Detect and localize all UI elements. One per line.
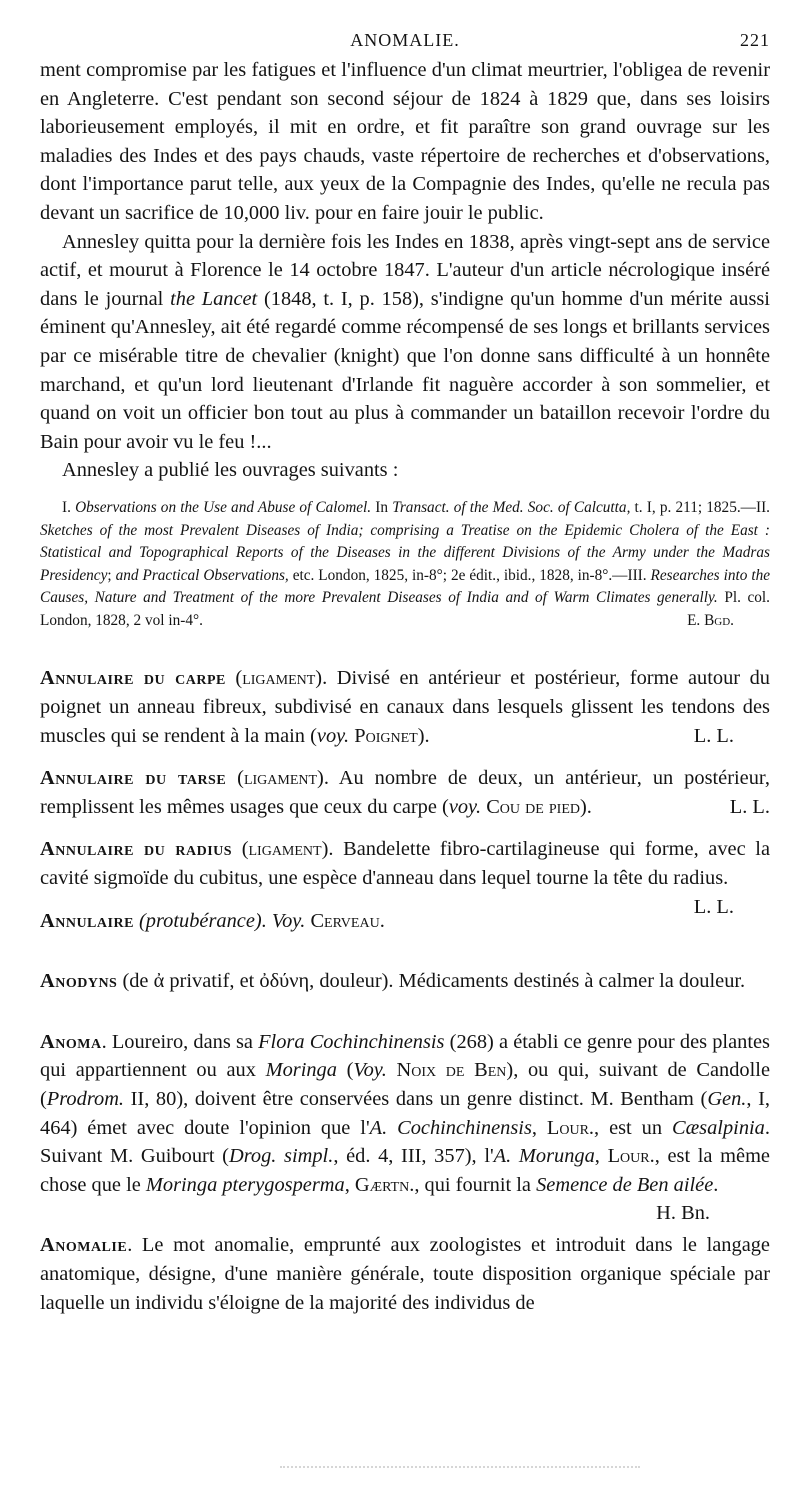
anoma-t7: , xyxy=(531,1116,547,1139)
headword-anomalie: Anomalie xyxy=(40,1234,128,1257)
anoma-t10: , éd. 4, III, 357), l' xyxy=(333,1145,494,1168)
signature-radius: L. L. xyxy=(693,895,734,918)
label-tarse: (ligament). xyxy=(237,767,329,790)
voy-protuberance: Voy. xyxy=(271,909,306,932)
intro-p2-text-b: (1848, t. I, p. 158), s'indigne qu'un homme d'un mérite aussi éminent qu'Annesley, ait été regardé comme récompensé de ses longs et brillants services par ce misérable titre de chevalier (knight) que l'on donne sans difficulté à un honnête marchand, et qu'un lord lieutenant d'Irlande fit naguère accorder à son sommelier, et quand on voit un officier bon tout au plus à commander un bataillon recevoir l'ordre du Bain pour avoir vu le feu !... xyxy=(40,287,770,453)
biblio-rest-1: t. I, p. 211; 1825.—II. xyxy=(630,498,770,516)
bibliography xyxy=(40,497,770,633)
anoma-amorunga: A. Morunga xyxy=(493,1145,595,1168)
anoma-t3: ( xyxy=(336,1059,354,1082)
ref-carpe: Poignet xyxy=(349,724,418,747)
anoma-caesalpinia: Cæsalpinia xyxy=(671,1116,765,1139)
headword-anoma: Anoma xyxy=(40,1030,102,1053)
anoma-moringa: Moringa xyxy=(265,1059,337,1082)
intro-paragraph-1: ment compromise par les fatigues et l'influence d'un climat meurtrier, l'obligea de revenir en Angleterre. C'est pendant son second séjour de 1824 à 1829 que, dans ses loisirs laborieusement employés, il mit en ordre, et fit paraître son grand ouvrage sur les maladies des Indes et des pays chauds, vaste répertoire de recherches et d'observations, dont l'importance parut telle, aux yeux de la Compagnie des Indes, qu'elle ne recula pas devant un sacrifice de 10,000 liv. pour en faire jouir le public. xyxy=(40,59,770,224)
anoma-gen: Gen. xyxy=(707,1088,747,1110)
label-radius: (ligament). xyxy=(241,838,334,861)
scan-artifact-dots xyxy=(280,1466,640,1472)
label-carpe: (ligament). xyxy=(235,667,328,690)
headword-tarse: Annulaire du tarse xyxy=(40,767,227,790)
signature-tarse: L. L. xyxy=(729,795,770,818)
biblio-rest-2: etc. London, 1825, in-8°; 2e édit., ibid., 1828, in-8°.—III. xyxy=(288,566,651,584)
text-radius: Bandelette fibro-cartilagineuse qui forme, avec la cavité sigmoïde du cubitus, une espèce d'anneau dans lequel tourne la tête du radius. xyxy=(40,838,770,890)
biblio-number: I. xyxy=(62,498,76,516)
voy-tarse: voy. xyxy=(448,795,482,818)
anoma-t8: , est un xyxy=(594,1116,672,1139)
close-carpe: ). xyxy=(417,724,430,747)
text-anodyns: (de ἀ privatif, et ὀδύνη, douleur). Médicaments destinés à calmer la douleur. xyxy=(117,970,746,993)
anoma-semence: Semence de Ben ailée xyxy=(536,1173,714,1196)
ref-protuberance: Cerveau. xyxy=(310,909,385,932)
headword-anodyns: Anodyns xyxy=(40,970,118,993)
biblio-title-2b: and Practical Observations, xyxy=(115,566,289,584)
ref-tarse: Cou de pied xyxy=(481,795,580,818)
biblio-sep-1: In xyxy=(371,498,393,516)
anoma-mptery: Moringa pterygosperma xyxy=(145,1173,345,1196)
anoma-acochin: A. Cochinchinensis xyxy=(369,1116,532,1139)
anoma-t14: , qui fournit la xyxy=(414,1173,537,1196)
journal-title: the Lancet xyxy=(170,287,258,310)
anoma-t12: , est la même chose que le xyxy=(40,1145,770,1196)
biblio-rest-3: Pl. col. London, 1828, 2 vol in-4°. xyxy=(40,589,770,629)
entry-anodyns xyxy=(40,967,770,996)
text-anomalie: . Le mot anomalie, emprunté aux zoologistes et introduit dans le langage anatomique, désigne, d'une manière générale, toute disposition organique spéciale par laquelle un individu s'éloigne de la majorité des individus de xyxy=(40,1234,770,1314)
anoma-drog: Drog. simpl. xyxy=(228,1145,334,1168)
anoma-t6: , I, 464) émet avec doute l'opinion que l' xyxy=(40,1088,770,1139)
entry-annulaire-protuberance xyxy=(40,907,770,936)
anoma-lour2: Lour. xyxy=(607,1145,655,1168)
page-header xyxy=(40,28,770,56)
anoma-prodrom: Prodrom. xyxy=(46,1088,125,1110)
anoma-flora: Flora Cochinchinensis xyxy=(258,1030,445,1053)
biblio-title-1: Observations on the Use and Abuse of Calomel. xyxy=(75,498,372,516)
biblio-title-3: Researches into the Causes, Nature and Treatment of the more Prevalent Diseases of India and of Warm Climates generally. xyxy=(40,566,771,607)
biblio-sep-2: ; xyxy=(107,566,116,584)
anoma-t13: , xyxy=(344,1173,355,1196)
headword-radius: Annulaire du radius xyxy=(40,838,233,861)
headword-carpe: Annulaire du carpe xyxy=(40,667,226,690)
anoma-t1: . Loureiro, dans sa xyxy=(101,1030,259,1053)
entry-anoma xyxy=(40,1028,771,1225)
intro-paragraph-2 xyxy=(40,228,770,457)
label-protuberance: (protubérance). xyxy=(139,909,267,932)
running-title: ANOMALIE. xyxy=(350,30,460,50)
close-tarse: ). xyxy=(579,795,592,818)
biblio-title-2: Sketches of the most Prevalent Diseases of India; comprising a Treatise on the Epidemic Cholera of the East : Statistical and Topographical Reports of the Diseases in the different Divisions of the Army under the Madras Presidency xyxy=(40,521,770,584)
anoma-t9: . Suivant M. Guibourt ( xyxy=(40,1116,770,1168)
document-page xyxy=(40,28,770,1317)
anoma-lour1: Lour. xyxy=(546,1116,595,1139)
anoma-gaertn: Gærtn. xyxy=(354,1173,415,1196)
anoma-t4: ), ou qui, suivant de Candolle ( xyxy=(40,1059,771,1110)
anoma-t15: . xyxy=(713,1173,719,1196)
intro-paragraph-3: Annesley a publié les ouvrages suivants : xyxy=(62,459,399,482)
signature-carpe: L. L. xyxy=(693,724,734,747)
biblio-journal-1: Transact. of the Med. Soc. of Calcutta, xyxy=(392,498,631,516)
anoma-t11: , xyxy=(594,1145,608,1168)
anoma-t5: II, 80), doivent être conservées dans un genre distinct. M. Bentham ( xyxy=(124,1088,708,1110)
anoma-voy: Voy. xyxy=(353,1059,387,1082)
text-carpe: Divisé en antérieur et postérieur, forme autour du poignet un anneau fibreux, subdivisé en canaux dans lesquels glissent les tendons des muscles qui se rendent à la main ( xyxy=(40,667,770,747)
entry-annulaire-tarse xyxy=(40,764,770,821)
voy-carpe: voy. xyxy=(316,724,350,747)
headword-protuberance: Annulaire xyxy=(40,909,134,932)
biblio-signature: E. Bgd. xyxy=(687,611,734,629)
entry-annulaire-radius xyxy=(40,835,770,918)
page-number: 221 xyxy=(740,30,770,50)
text-tarse: Au nombre de deux, un antérieur, un postérieur, remplissent les mêmes usages que ceux du carpe ( xyxy=(40,767,770,818)
anoma-t2: (268) a établi ce genre pour des plantes qui appartiennent ou aux xyxy=(40,1030,770,1082)
entry-annulaire-carpe xyxy=(40,664,770,750)
signature-anoma: H. Bn. xyxy=(656,1202,710,1225)
intro-p2-text-a: Annesley quitta pour la dernière fois les Indes en 1838, après vingt-sept ans de service actif, et mourut à Florence le 14 octobre 1847. L'auteur d'un article nécrologique inséré dans le journal xyxy=(40,230,770,310)
anoma-ref1: Noix de Ben xyxy=(386,1059,507,1082)
entry-anomalie xyxy=(40,1231,770,1317)
